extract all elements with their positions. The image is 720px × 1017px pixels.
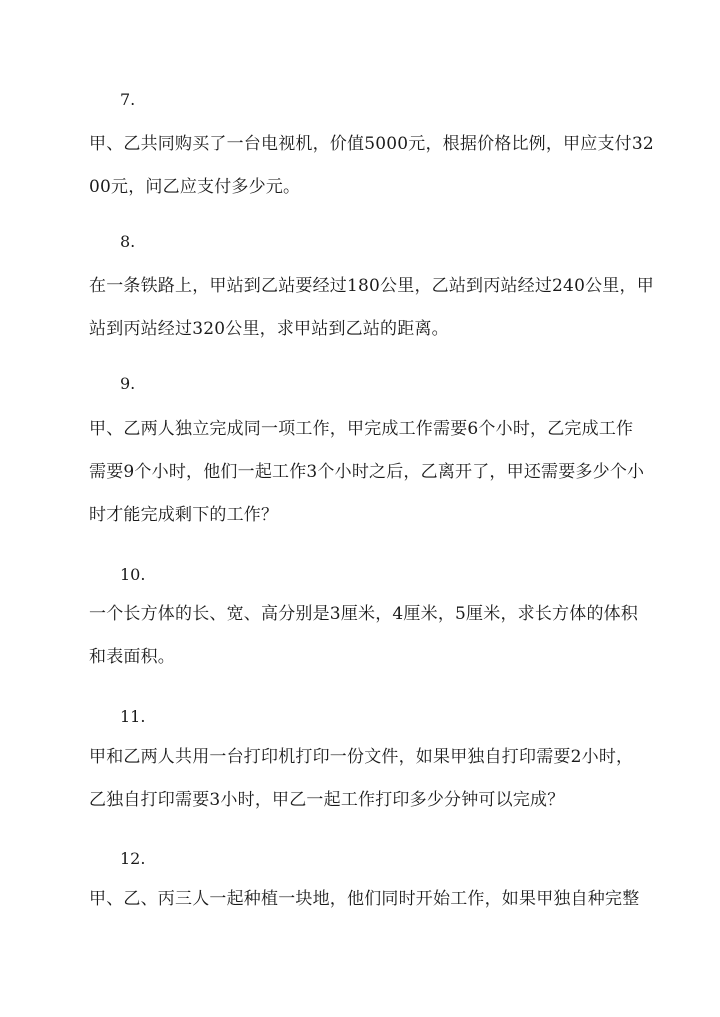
problem-text-line: 甲、乙、丙三人一起种植一块地，他们同时开始工作，如果甲独自种完整 [89, 889, 640, 909]
problem-text-line: 甲、乙两人独立完成同一项工作，甲完成工作需要6个小时，乙完成工作 [89, 419, 634, 439]
problem-number: 10. [120, 565, 146, 584]
problem-text-line: 在一条铁路上，甲站到乙站要经过180公里，乙站到丙站经过240公里，甲 [89, 276, 654, 296]
problem-number: 7. [120, 90, 136, 109]
problem-text-line: 乙独自打印需要3小时，甲乙一起工作打印多少分钟可以完成？ [89, 790, 565, 810]
problem-text-line: 00元，问乙应支付多少元。 [89, 177, 301, 197]
problem-text-line: 一个长方体的长、宽、高分别是3厘米，4厘米，5厘米，求长方体的体积 [89, 604, 639, 624]
problem-number: 12. [120, 849, 146, 868]
problem-number: 11. [120, 707, 146, 726]
problem-number: 8. [120, 232, 136, 251]
problem-text-line: 甲、乙共同购买了一台电视机，价值5000元，根据价格比例，甲应支付32 [89, 134, 654, 154]
problem-text-line: 需要9个小时，他们一起工作3个小时之后，乙离开了，甲还需要多少个小 [89, 462, 645, 482]
problem-text-line: 甲和乙两人共用一台打印机打印一份文件，如果甲独自打印需要2小时， [89, 747, 634, 767]
problem-text-line: 和表面积。 [89, 647, 175, 667]
problem-text-line: 时才能完成剩下的工作？ [89, 505, 279, 525]
problem-text-line: 站到丙站经过320公里，求甲站到乙站的距离。 [89, 319, 449, 339]
problem-number: 9. [120, 374, 136, 393]
